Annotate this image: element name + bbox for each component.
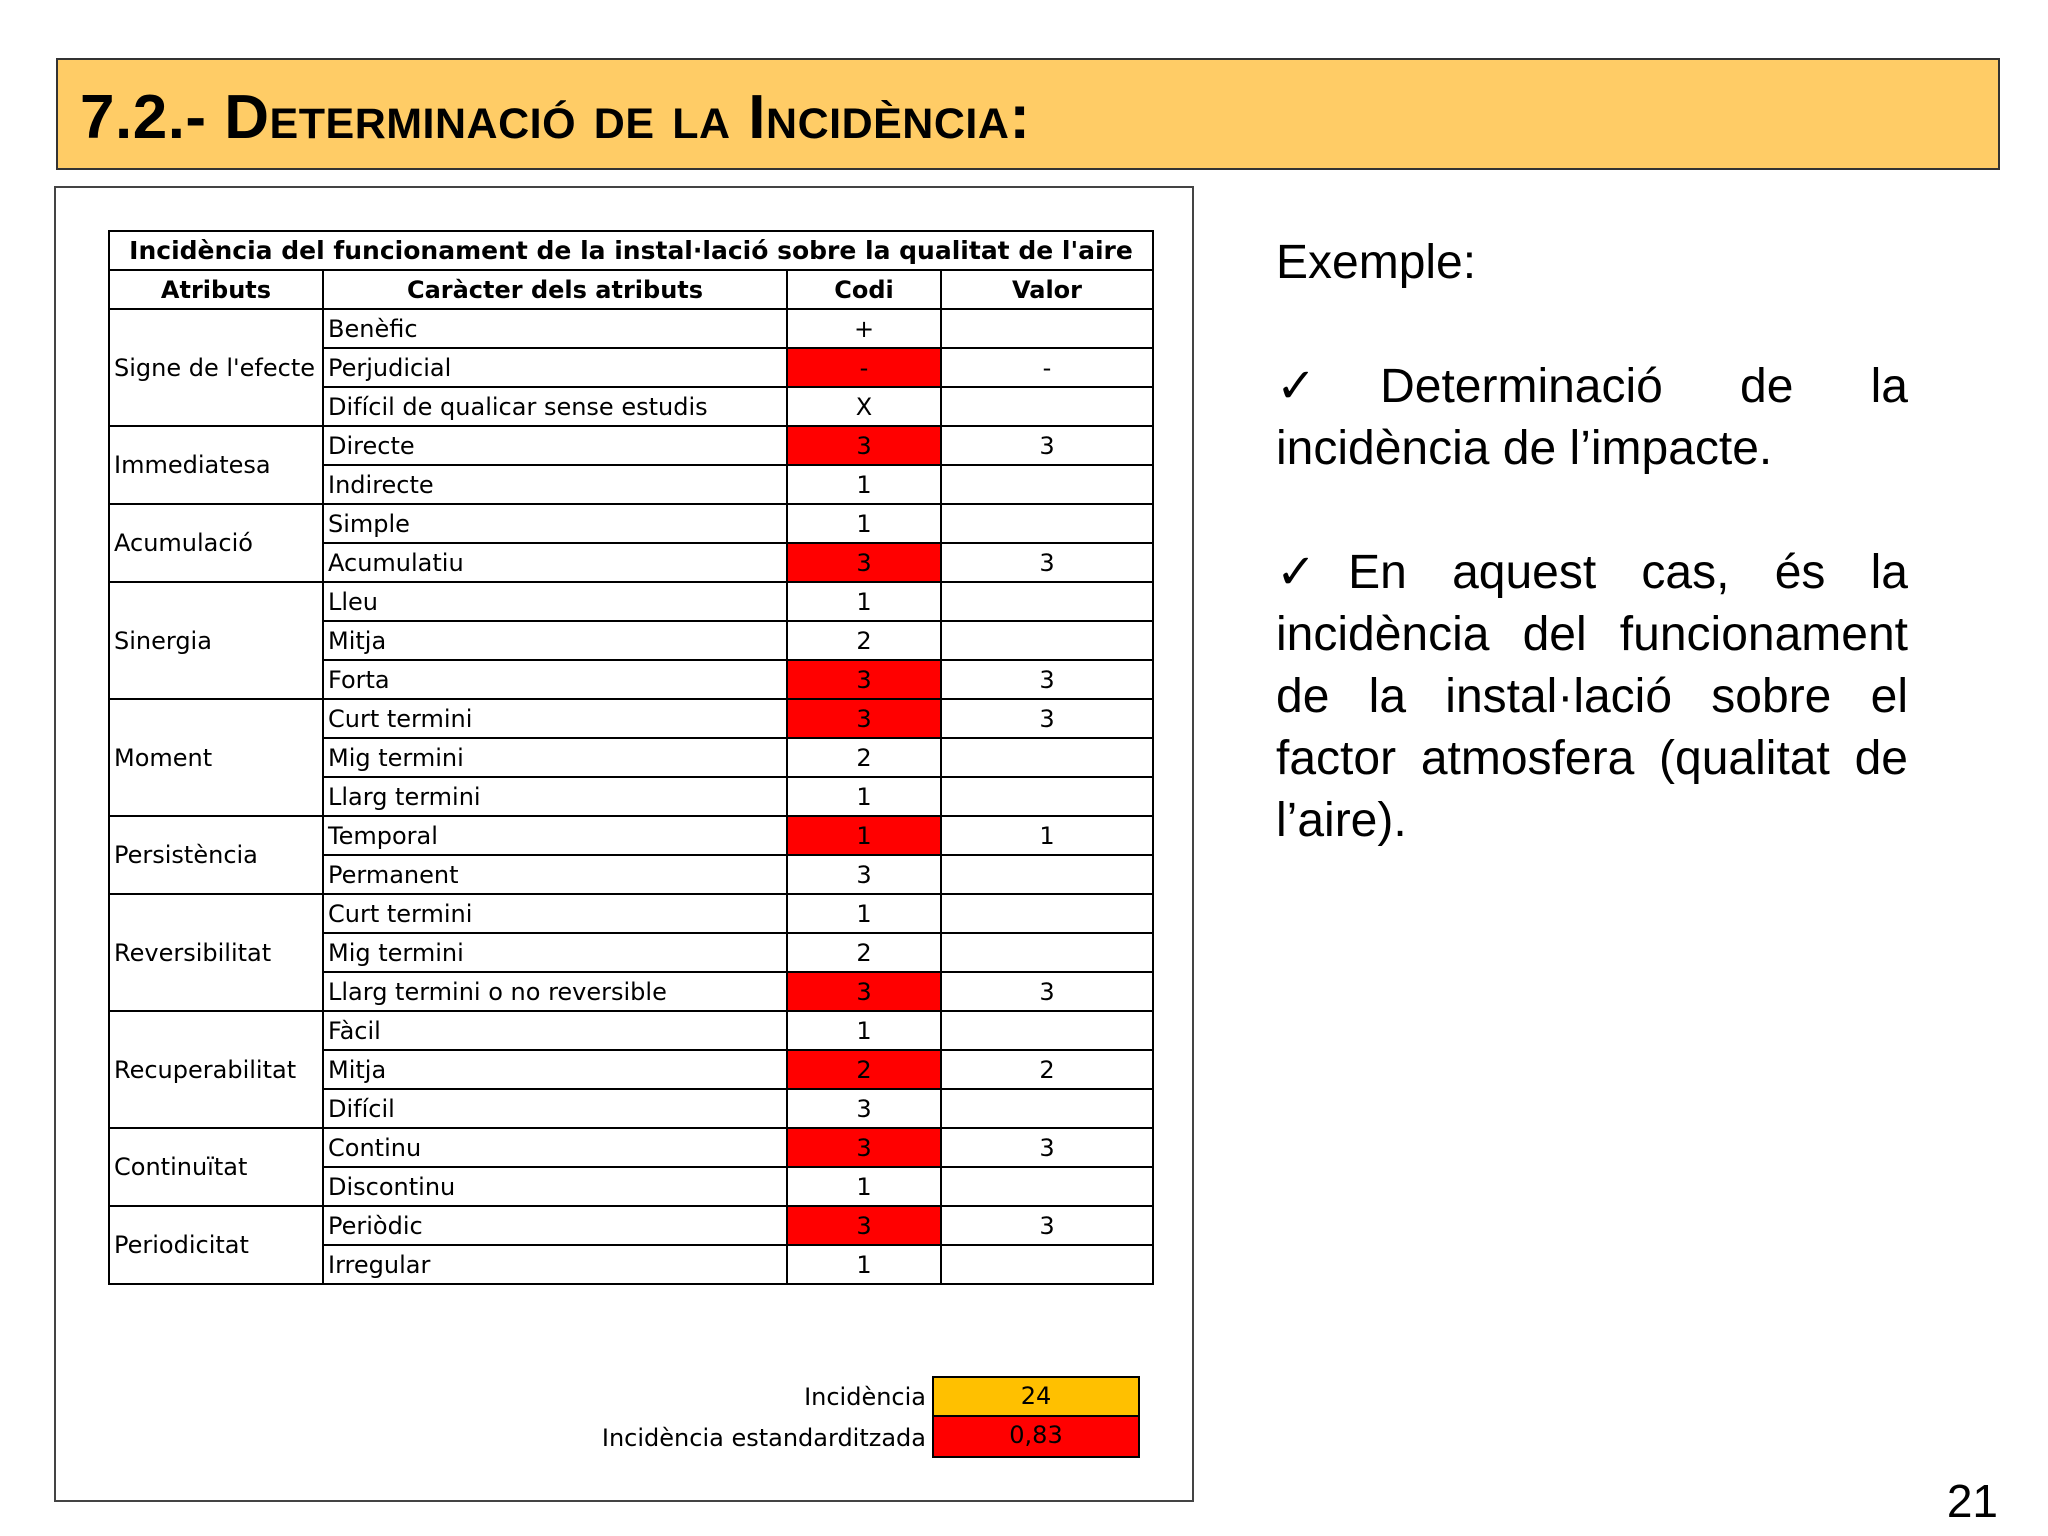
character-cell: Irregular: [323, 1245, 787, 1284]
attribute-cell: Sinergia: [109, 582, 323, 699]
character-cell: Continu: [323, 1128, 787, 1167]
slide-title: 7.2.- Determinació de la Incidència:: [80, 83, 1031, 152]
caption-row: [109, 231, 1153, 270]
attribute-cell: Recuperabilitat: [109, 1011, 323, 1128]
table-row: [109, 309, 1153, 348]
value-cell: [941, 582, 1153, 621]
summary-estandarditzada-row: [108, 1417, 1140, 1458]
character-cell: Curt termini: [323, 894, 787, 933]
value-cell: [941, 738, 1153, 777]
character-cell: Temporal: [323, 816, 787, 855]
character-cell: Perjudicial: [323, 348, 787, 387]
attribute-cell: Persistència: [109, 816, 323, 894]
value-cell: [941, 1011, 1153, 1050]
incidencia-estandarditzada-label: Incidència estandarditzada: [601, 1423, 926, 1452]
attribute-cell: Acumulació: [109, 504, 323, 582]
character-cell: Permanent: [323, 855, 787, 894]
summary: [108, 1376, 1140, 1458]
character-cell: Mitja: [323, 621, 787, 660]
table-row: [109, 1206, 1153, 1245]
value-cell: [941, 933, 1153, 972]
code-cell: 3: [787, 855, 941, 894]
table-row: [109, 1011, 1153, 1050]
character-cell: Fàcil: [323, 1011, 787, 1050]
value-cell: 3: [941, 426, 1153, 465]
value-cell: [941, 855, 1153, 894]
character-cell: Difícil: [323, 1089, 787, 1128]
code-cell: 1: [787, 504, 941, 543]
code-cell: 3: [787, 660, 941, 699]
table-row: [109, 816, 1153, 855]
value-cell: [941, 1167, 1153, 1206]
value-cell: [941, 1245, 1153, 1284]
header-codi: Codi: [787, 270, 941, 309]
code-cell: 2: [787, 738, 941, 777]
table-row: [109, 504, 1153, 543]
attribute-cell: Periodicitat: [109, 1206, 323, 1284]
summary-incidencia-row: [108, 1376, 1140, 1417]
code-cell: 1: [787, 894, 941, 933]
value-cell: 2: [941, 1050, 1153, 1089]
code-cell: 3: [787, 972, 941, 1011]
page-number: 21: [1946, 1475, 1998, 1527]
value-cell: 1: [941, 816, 1153, 855]
attribute-cell: Continuïtat: [109, 1128, 323, 1206]
attribute-cell: Signe de l'efecte: [109, 309, 323, 426]
character-cell: Directe: [323, 426, 787, 465]
code-cell: 3: [787, 1128, 941, 1167]
value-cell: [941, 465, 1153, 504]
value-cell: [941, 309, 1153, 348]
code-cell: 1: [787, 1245, 941, 1284]
value-cell: 3: [941, 972, 1153, 1011]
code-cell: 1: [787, 816, 941, 855]
character-cell: Mitja: [323, 1050, 787, 1089]
table-row: [109, 426, 1153, 465]
character-cell: Llarg termini: [323, 777, 787, 816]
header-caracter: Caràcter dels atributs: [323, 270, 787, 309]
incidence-table: [108, 230, 1154, 1285]
value-cell: 3: [941, 1206, 1153, 1245]
table-frame: [54, 186, 1194, 1502]
incidencia-estandarditzada-value: 0,83: [932, 1417, 1140, 1458]
header-valor: Valor: [941, 270, 1153, 309]
code-cell: 2: [787, 621, 941, 660]
character-cell: Lleu: [323, 582, 787, 621]
incidence-table-body: [109, 231, 1153, 1284]
example-point-2: ✓En aquest cas, és la incidència del funcionament de la instal·lació sobre el factor atmosfera (qualitat de l’aire).: [1276, 546, 1908, 847]
character-cell: Indirecte: [323, 465, 787, 504]
code-cell: 1: [787, 1167, 941, 1206]
code-cell: 3: [787, 426, 941, 465]
code-cell: 1: [787, 582, 941, 621]
code-cell: 2: [787, 1050, 941, 1089]
code-cell: 1: [787, 777, 941, 816]
character-cell: Discontinu: [323, 1167, 787, 1206]
value-cell: [941, 1089, 1153, 1128]
example-heading: Exemple:: [1276, 236, 1477, 289]
code-cell: +: [787, 309, 941, 348]
character-cell: Forta: [323, 660, 787, 699]
value-cell: 3: [941, 660, 1153, 699]
code-cell: 3: [787, 1089, 941, 1128]
character-cell: Periòdic: [323, 1206, 787, 1245]
attribute-cell: Immediatesa: [109, 426, 323, 504]
table-row: [109, 894, 1153, 933]
value-cell: [941, 621, 1153, 660]
code-cell: 3: [787, 543, 941, 582]
code-cell: 1: [787, 465, 941, 504]
character-cell: Difícil de qualicar sense estudis: [323, 387, 787, 426]
table-caption: Incidència del funcionament de la instal·lació sobre la qualitat de l'aire: [109, 231, 1153, 270]
value-cell: 3: [941, 699, 1153, 738]
value-cell: -: [941, 348, 1153, 387]
value-cell: 3: [941, 1128, 1153, 1167]
character-cell: Curt termini: [323, 699, 787, 738]
code-cell: 3: [787, 699, 941, 738]
incidencia-value: 24: [932, 1376, 1140, 1417]
value-cell: [941, 504, 1153, 543]
value-cell: 3: [941, 543, 1153, 582]
example-point-1: ✓Determinació de la incidència de l’impacte.: [1276, 360, 1908, 475]
attribute-cell: Reversibilitat: [109, 894, 323, 1011]
value-cell: [941, 777, 1153, 816]
character-cell: Simple: [323, 504, 787, 543]
character-cell: Mig termini: [323, 738, 787, 777]
character-cell: Benèfic: [323, 309, 787, 348]
character-cell: Mig termini: [323, 933, 787, 972]
code-cell: X: [787, 387, 941, 426]
value-cell: [941, 387, 1153, 426]
title-bar: [56, 58, 2000, 170]
value-cell: [941, 894, 1153, 933]
character-cell: Acumulatiu: [323, 543, 787, 582]
header-row: [109, 270, 1153, 309]
table-row: [109, 582, 1153, 621]
table-row: [109, 699, 1153, 738]
code-cell: 1: [787, 1011, 941, 1050]
header-atributs: Atributs: [109, 270, 323, 309]
table-row: [109, 1128, 1153, 1167]
incidencia-label: Incidència: [804, 1382, 926, 1411]
code-cell: -: [787, 348, 941, 387]
attribute-cell: Moment: [109, 699, 323, 816]
example-text: [1276, 232, 1908, 852]
character-cell: Llarg termini o no reversible: [323, 972, 787, 1011]
code-cell: 2: [787, 933, 941, 972]
code-cell: 3: [787, 1206, 941, 1245]
